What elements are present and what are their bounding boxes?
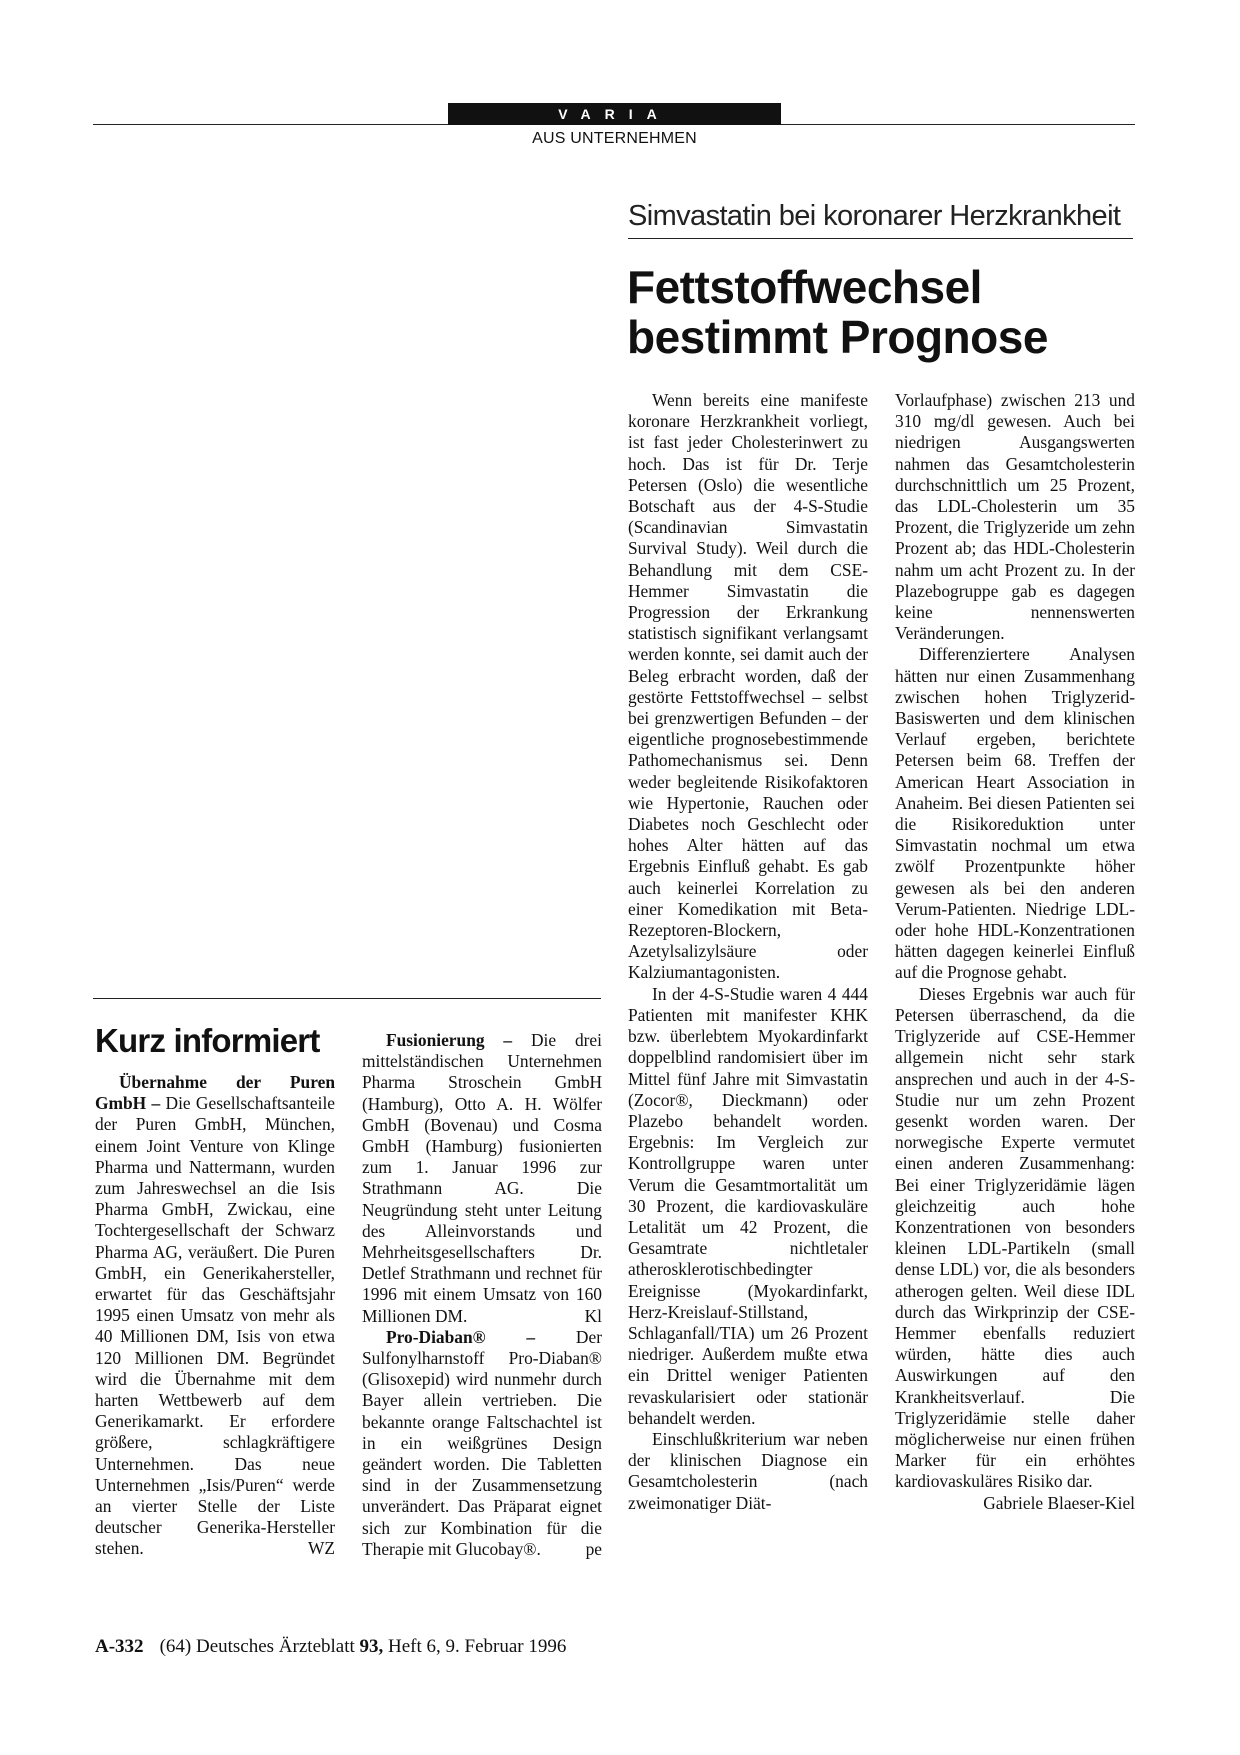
headline-line-2: bestimmt Prognose: [627, 311, 1048, 363]
short-news-item-lead: Übernahme der Puren GmbH –: [95, 1072, 335, 1114]
article-paragraph: Differenziertere Analysen hätten nur einen Zusammenhang zwischen hohen Triglyzerid-Basiswerten und dem klinischen Verlauf ergeben, berichtete Petersen beim 68. Treffen der American Heart Association in Anaheim. Bei diesen Patienten sei die Risikoreduktion unter Simvastatin nochmal um etwa zwölf Prozentpunkte höher gewesen als bei den anderen Verum-Patienten. Niedrige LDL- oder hohe HDL-Konzentrationen hätten dagegen keinerlei Einfluß auf die Prognose gehabt.: [895, 644, 1135, 983]
article-author: Gabriele Blaeser-Kiel: [983, 1492, 1135, 1513]
short-news-item: [362, 1030, 602, 1327]
short-news-item-lead: Pro-Diaban® –: [386, 1326, 536, 1347]
footer-pagination: (64) Deutsches Ärzteblatt: [159, 1636, 355, 1657]
short-news-item-signature: pe: [585, 1538, 602, 1559]
footer-issue: Heft 6, 9. Februar 1996: [388, 1636, 567, 1657]
short-news-item-signature: Kl: [584, 1305, 602, 1326]
page-footer: [95, 1636, 566, 1658]
article-paragraph: Einschlußkriterium war neben der klinischen Diagnose ein Gesamtcholesterin (nach zweimonatiger Diät-: [628, 1428, 868, 1513]
article-paragraph: Vorlaufphase) zwischen 213 und 310 mg/dl gewesen. Auch bei niedrigen Ausgangswerten nahmen das Gesamtcholesterin durchschnittlich um 25 Prozent, das LDL-Cholesterin um 35 Prozent, die Triglyzeride um zehn Prozent ab; das HDL-Cholesterin nahm um acht Prozent zu. In der Plazebogruppe gab es dagegen keine nennenswerten Veränderungen.: [895, 390, 1135, 644]
article-paragraph-text: Dieses Ergebnis war auch für Petersen überraschend, da die Triglyzeride auf CSE-Hemmer allgemein nicht sehr stark ansprechen und auch in der 4-S-Studie nur um zehn Prozent gesenkt worden waren. Der norwegische Experte vermutet einen anderen Zusammenhang: Bei einer Triglyzeridämie lägen gleichzeitig auch hohe Konzentrationen von besonders kleinen LDL-Partikeln (small dense LDL) vor, die als besonders atherogen gelten. Weil diese IDL durch das Wirkprinzip der CSE-Hemmer ebenfalls reduziert würden, hätte dies auch Auswirkungen auf den Krankheitsverlauf. Die Triglyzeridämie stelle daher möglicherweise nur einen frühen Marker für ein erhöhtes kardiovaskuläres Risiko dar.: [895, 983, 1135, 1492]
short-news-item-signature: WZ: [307, 1538, 335, 1559]
short-news-item: [95, 1072, 335, 1560]
article-column-2: [895, 390, 1135, 1514]
short-news-rule: [93, 998, 601, 999]
article-paragraph: [895, 983, 1135, 1513]
kicker-rule: [628, 238, 1133, 239]
short-news-column-2: [362, 1030, 602, 1560]
headline-line-1: Fettstoffwechsel: [627, 261, 982, 313]
article-paragraph: Wenn bereits eine manifeste koronare Herzkrankheit vorliegt, ist fast jeder Cholesterinwert zu hoch. Das ist für Dr. Terje Petersen (Oslo) die wesentliche Botschaft aus der 4-S-Studie (Scandinavian Simvastatin Survival Study). Weil durch die Behandlung mit dem CSE-Hemmer Simvastatin die Progression der Erkrankung statistisch signifikant verlangsamt werden konnte, sei damit auch der Beleg erbracht worden, daß der gestörte Fettstoffwechsel – selbst bei grenzwertigen Befunden – der eigentliche prognosebestimmende Pathomechanismus sei. Denn weder begleitende Risikofaktoren wie Hypertonie, Rauchen oder Diabetes noch Geschlecht oder hohes Alter hätten auf das Ergebnis Einfluß gehabt. Es gab auch keinerlei Korrelation zu einer Komedikation mit Beta-Rezeptoren-Blockern, Azetylsalizylsäure oder Kalziumantagonisten.: [628, 390, 868, 983]
short-news-item-text: Der Sulfonylharnstoff Pro-Diaban® (Glisoxepid) wird nunmehr durch Bayer allein vertrieben. Die bekannte orange Faltschachtel ist in ein weißgrünes Design geändert worden. Die Tabletten sind in der Zusammensetzung unverändert. Das Präparat eignet sich zur Kombination für die Therapie mit Glucobay®.: [362, 1326, 602, 1559]
short-news-column-1: [95, 1072, 335, 1560]
short-news-item-text: Die drei mittelständischen Unternehmen Pharma Stroschein GmbH (Hamburg), Otto A. H. Wölfer GmbH (Bovenau) und Cosma GmbH (Hamburg) fusionierten zum 1. Januar 1996 zur Strathmann AG. Die Neugründung steht unter Leitung des Alleinvorstands und Mehrheitsgesellschafters Dr. Detlef Strathmann und rechnet für 1996 mit einem Umsatz von 160 Millionen DM.: [362, 1030, 602, 1326]
footer-volume: 93,: [359, 1636, 384, 1657]
article-kicker: Simvastatin bei koronarer Herzkrankheit: [628, 200, 1121, 232]
page-number: A-332: [95, 1636, 144, 1657]
article-column-1: [628, 390, 868, 1514]
section-bar: VARIA: [448, 103, 781, 125]
short-news-item-text: Die Gesellschaftsanteile der Puren GmbH, München, einem Joint Venture von Klinge Pharma und Nattermann, wurden zum Jahreswechsel an die Isis Pharma GmbH, Zwickau, eine Tochtergesellschaft der Schwarz Pharma AG, veräußert. Die Puren GmbH, ein Generikahersteller, erwartet für das Geschäftsjahr 1995 einen Umsatz von mehr als 40 Millionen DM, Isis von etwa 120 Millionen DM. Begründet wird die Übernahme mit dem harten Wettbewerb auf dem Generikamarkt. Er erfordere größere, schlagkräftigere Unternehmen. Das neue Unternehmen „Isis/Puren“ werde an vierter Stelle der Liste deutscher Generika-Hersteller stehen.: [95, 1093, 335, 1559]
short-news-title: Kurz informiert: [95, 1022, 320, 1059]
article-headline: [627, 262, 1132, 362]
short-news-item-lead: Fusionierung –: [386, 1030, 513, 1050]
section-label: AUS UNTERNEHMEN: [532, 130, 697, 147]
article-paragraph: In der 4-S-Studie waren 4 444 Patienten mit manifester KHK bzw. überlebtem Myokardinfarkt doppelblind randomisiert über im Mittel fünf Jahre mit Simvastatin (Zocor®, Dieckmann) oder Plazebo behandelt worden. Ergebnis: Im Vergleich zur Kontrollgruppe waren unter Verum die Gesamtmortalität um 30 Prozent, die kardiovaskuläre Letalität um 42 Prozent, die Gesamtrate nichtletaler atherosklerotischbedingter Ereignisse (Myokardinfarkt, Herz-Kreislauf-Stillstand, Schlaganfall/TIA) um 26 Prozent niedriger. Außerdem mußte etwa ein Drittel weniger Patienten revaskularisiert oder stationär behandelt werden.: [628, 983, 868, 1428]
short-news-item: [362, 1327, 602, 1560]
